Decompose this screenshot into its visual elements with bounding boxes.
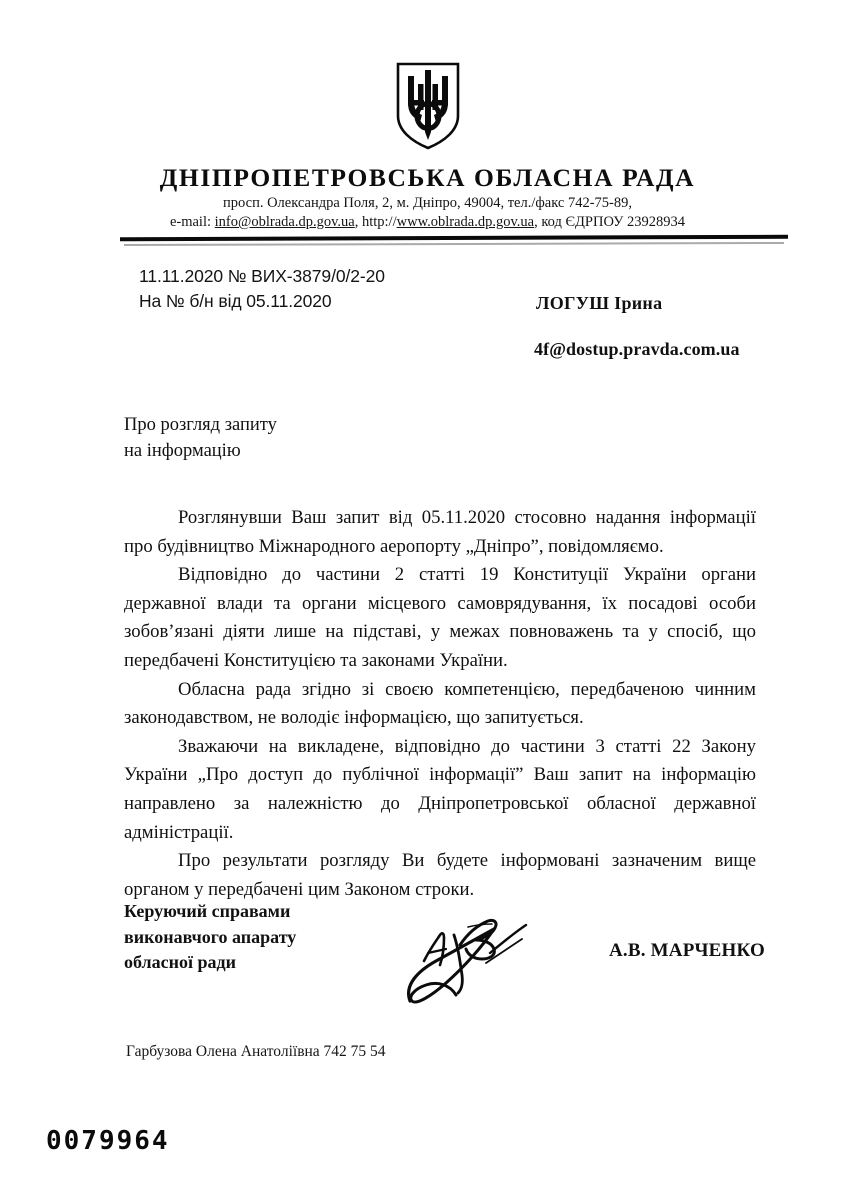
subject-block xyxy=(124,412,277,464)
body-paragraph: Розглянувши Ваш запит від 05.11.2020 стосовно надання інформації про будівництво Міжнародного аеропорту „Дніпро”, повідомляємо. xyxy=(124,507,756,557)
edrpou-code: , код ЄДРПОУ 23928934 xyxy=(534,214,686,230)
header-divider-shadow xyxy=(124,242,784,246)
organization-title: ДНІПРОПЕТРОВСЬКА ОБЛАСНА РАДА xyxy=(159,163,696,192)
signer-title-line-3: обласної ради xyxy=(124,952,236,972)
ukrainian-trident-icon xyxy=(395,62,461,150)
subject-line-1: Про розгляд запиту xyxy=(124,415,277,435)
contact-separator: , http:// xyxy=(354,214,397,230)
handwritten-signature-icon xyxy=(398,905,568,1030)
signer-title-line-1: Керуючий справами xyxy=(124,901,291,921)
body-paragraph: Про результати розгляду Ви будете інформовані зазначеним вище органом у передбачені цим Законом строки. xyxy=(124,850,756,900)
email-label: e-mail: xyxy=(169,214,215,230)
body-paragraph: Обласна рада згідно зі своєю компетенцією, передбаченою чинним законодавством, не володіє інформацією, що запитується. xyxy=(124,678,756,729)
website-link[interactable]: www.oblrada.dp.gov.ua xyxy=(396,214,535,230)
body-paragraph: Відповідно до частини 2 статті 19 Конституції України органи державної влади та органи місцевого самоврядування, їх посадові особи зобов’язані діяти лише на підставі, у межах повноважень та у спосіб, що передбачені Конституцією та законами України. xyxy=(124,564,756,671)
subject-line-2: на інформацію xyxy=(124,441,241,461)
signer-title xyxy=(124,899,296,976)
signer-title-line-2: виконавчого апарату xyxy=(124,926,297,947)
recipient-email[interactable]: 4f@dostup.pravda.com.ua xyxy=(534,339,740,359)
document-number: 0079964 xyxy=(46,1126,170,1156)
reference-block xyxy=(139,264,385,314)
email-link[interactable]: info@oblrada.dp.gov.ua xyxy=(214,214,355,230)
body-paragraph: Зважаючи на викладене, відповідно до частини 3 статті 22 Закону України „Про доступ до публічної інформації” Ваш запит на інформацію направлено за належністю до Дніпропетровської обласної державної адміністрації. xyxy=(124,735,756,843)
executor-contact: Гарбузова Олена Анатоліївна 742 75 54 xyxy=(126,1043,386,1060)
incoming-reference: На № б/н від 05.11.2020 xyxy=(139,291,332,311)
organization-address: просп. Олександра Поля, 2, м. Дніпро, 49004, тел./факс 742-75-89, xyxy=(223,195,632,211)
header-divider xyxy=(120,235,788,242)
outgoing-reference: 11.11.2020 № ВИХ-3879/0/2-20 xyxy=(139,266,385,286)
signer-name: А.В. МАРЧЕНКО xyxy=(609,940,765,961)
coat-of-arms-emblem xyxy=(0,62,855,155)
recipient-name: ЛОГУШ Ірина xyxy=(536,293,663,313)
organization-contacts xyxy=(0,214,855,231)
letter-body xyxy=(124,504,756,904)
